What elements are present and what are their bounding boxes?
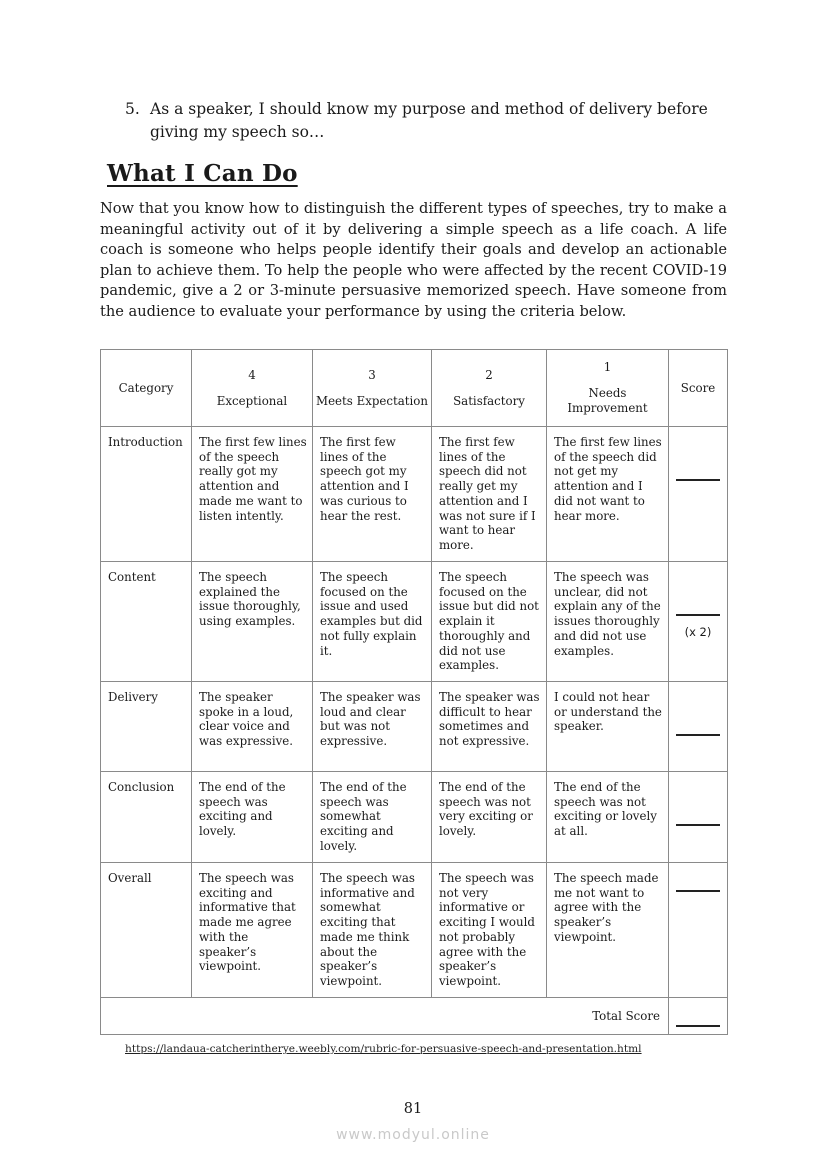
rubric-cell [313, 772, 432, 863]
criterion-text: The speech was exciting and informative that made me agree with the speaker’s viewpoint. [199, 871, 296, 974]
level-number: 1 [603, 360, 612, 375]
score-blank[interactable] [676, 479, 720, 481]
watermark: www.modyul.online [336, 1127, 490, 1143]
criterion-text: The end of the speech was exciting and lovely. [199, 780, 286, 839]
criterion-text: The speaker spoke in a loud, clear voice and was expressive. [199, 690, 294, 749]
rubric-row-delivery [101, 682, 728, 772]
criterion-text: The first few lines of the speech got my attention and I was curious to hear the rest. [320, 435, 409, 523]
rubric-cell [547, 562, 669, 682]
total-score-blank[interactable] [676, 1025, 720, 1027]
page-number: 81 [403, 1101, 423, 1117]
rubric-cell [313, 427, 432, 562]
rubric-total-row [101, 998, 728, 1035]
level-number: 3 [368, 367, 376, 382]
rubric-cell [547, 427, 669, 562]
source-link[interactable]: https://landaua-catcherintherye.weebly.com/rubric-for-persuasive-speech-and-presentation.html [125, 1043, 642, 1055]
criterion-text: The first few lines of the speech really got my attention and made me want to listen intently. [199, 435, 307, 523]
rubric-cell [547, 863, 669, 998]
header-category: Category [101, 350, 192, 427]
rubric-cell [192, 427, 313, 562]
header-level-3 [313, 350, 432, 427]
criterion-text: The speech explained the issue thoroughly, using examples. [199, 570, 301, 629]
row-category [101, 562, 192, 682]
level-label: Meets Expectation [316, 393, 428, 408]
row-category [101, 682, 192, 772]
criterion-text: The end of the speech was not very exciting or lovely. [439, 780, 533, 839]
rubric-cell [192, 562, 313, 682]
row-category [101, 772, 192, 863]
total-score-cell[interactable] [669, 998, 728, 1035]
header-level-2 [432, 350, 547, 427]
criterion-text: The end of the speech was not exciting or lovely at all. [554, 780, 657, 839]
rubric-cell [432, 562, 547, 682]
rubric-cell [432, 427, 547, 562]
category-label: Overall [108, 871, 152, 885]
score-cell[interactable] [669, 863, 728, 998]
score-cell[interactable] [669, 562, 728, 682]
criterion-text: The speech was informative and somewhat exciting that made me think about the speaker’s viewpoint. [320, 871, 415, 988]
level-number: 2 [485, 367, 493, 382]
rubric-cell [313, 863, 432, 998]
rubric-cell [313, 682, 432, 772]
header-level-4 [192, 350, 313, 427]
score-multiplier: (x 2) [684, 625, 712, 639]
rubric-row-introduction [101, 427, 728, 562]
score-blank[interactable] [676, 734, 720, 736]
score-cell[interactable] [669, 427, 728, 562]
header-score: Score [669, 350, 728, 427]
score-blank[interactable] [676, 614, 720, 616]
category-label: Content [108, 570, 156, 584]
level-label: Satisfactory [453, 393, 525, 408]
criterion-text: The speech focused on the issue and used examples but did not fully explain it. [320, 570, 423, 658]
criterion-text: The end of the speech was somewhat exciting and lovely. [320, 780, 407, 853]
score-blank[interactable] [676, 890, 720, 892]
level-number: 4 [248, 367, 256, 382]
rubric-row-content [101, 562, 728, 682]
rubric-cell [432, 863, 547, 998]
question-5 [125, 98, 735, 144]
question-number: 5. [125, 100, 140, 118]
criterion-text: The first few lines of the speech did not really get my attention and I was not sure if I want to hear more. [439, 435, 536, 552]
criterion-text: The first few lines of the speech did not get my attention and I did not want to hear more. [554, 435, 662, 523]
criterion-text: The speech made me not want to agree with the speaker’s viewpoint. [554, 871, 659, 944]
score-cell[interactable] [669, 772, 728, 863]
rubric-cell [432, 772, 547, 863]
section-heading: What I Can Do [107, 160, 298, 187]
rubric-cell [313, 562, 432, 682]
category-label: Conclusion [108, 780, 175, 794]
rubric-cell [432, 682, 547, 772]
score-blank[interactable] [676, 824, 720, 826]
level-label: Needs Improvement [567, 386, 648, 415]
row-category [101, 863, 192, 998]
rubric-cell [192, 863, 313, 998]
rubric-cell [192, 772, 313, 863]
rubric-header-row [101, 350, 728, 427]
rubric-table [100, 349, 728, 1035]
intro-paragraph: Now that you know how to distinguish the different types of speeches, try to make a meaningful activity out of it by delivering a simple speech as a life coach. A life coach is someone who helps people identify their goals and develop an actionable plan to achieve them. To help the people who were affected by the recent COVID-19 pandemic, give a 2 or 3-minute persuasive memorized speech. Have someone from the audience to evaluate your performance by using the criteria below. [100, 200, 727, 320]
category-label: Delivery [108, 690, 158, 704]
question-text: As a speaker, I should know my purpose and method of delivery before giving my speech so… [150, 100, 708, 141]
category-label: Introduction [108, 435, 183, 449]
criterion-text: The speech was unclear, did not explain any of the issues thoroughly and did not use examples. [554, 570, 661, 658]
criterion-text: The speech focused on the issue but did not explain it thoroughly and did not use examples. [439, 570, 539, 673]
score-cell[interactable] [669, 682, 728, 772]
rubric-cell [547, 772, 669, 863]
rubric-row-conclusion [101, 772, 728, 863]
criterion-text: I could not hear or understand the speaker. [554, 690, 662, 734]
rubric-cell [192, 682, 313, 772]
rubric-cell [547, 682, 669, 772]
row-category [101, 427, 192, 562]
criterion-text: The speaker was difficult to hear sometimes and not expressive. [439, 690, 540, 749]
rubric-row-overall [101, 863, 728, 998]
criterion-text: The speaker was loud and clear but was not expressive. [320, 690, 421, 749]
level-label: Exceptional [216, 393, 288, 408]
criterion-text: The speech was not very informative or exciting I would not probably agree with the speaker’s viewpoint. [439, 871, 535, 988]
total-score-label: Total Score [101, 998, 669, 1035]
header-level-1 [547, 350, 669, 427]
